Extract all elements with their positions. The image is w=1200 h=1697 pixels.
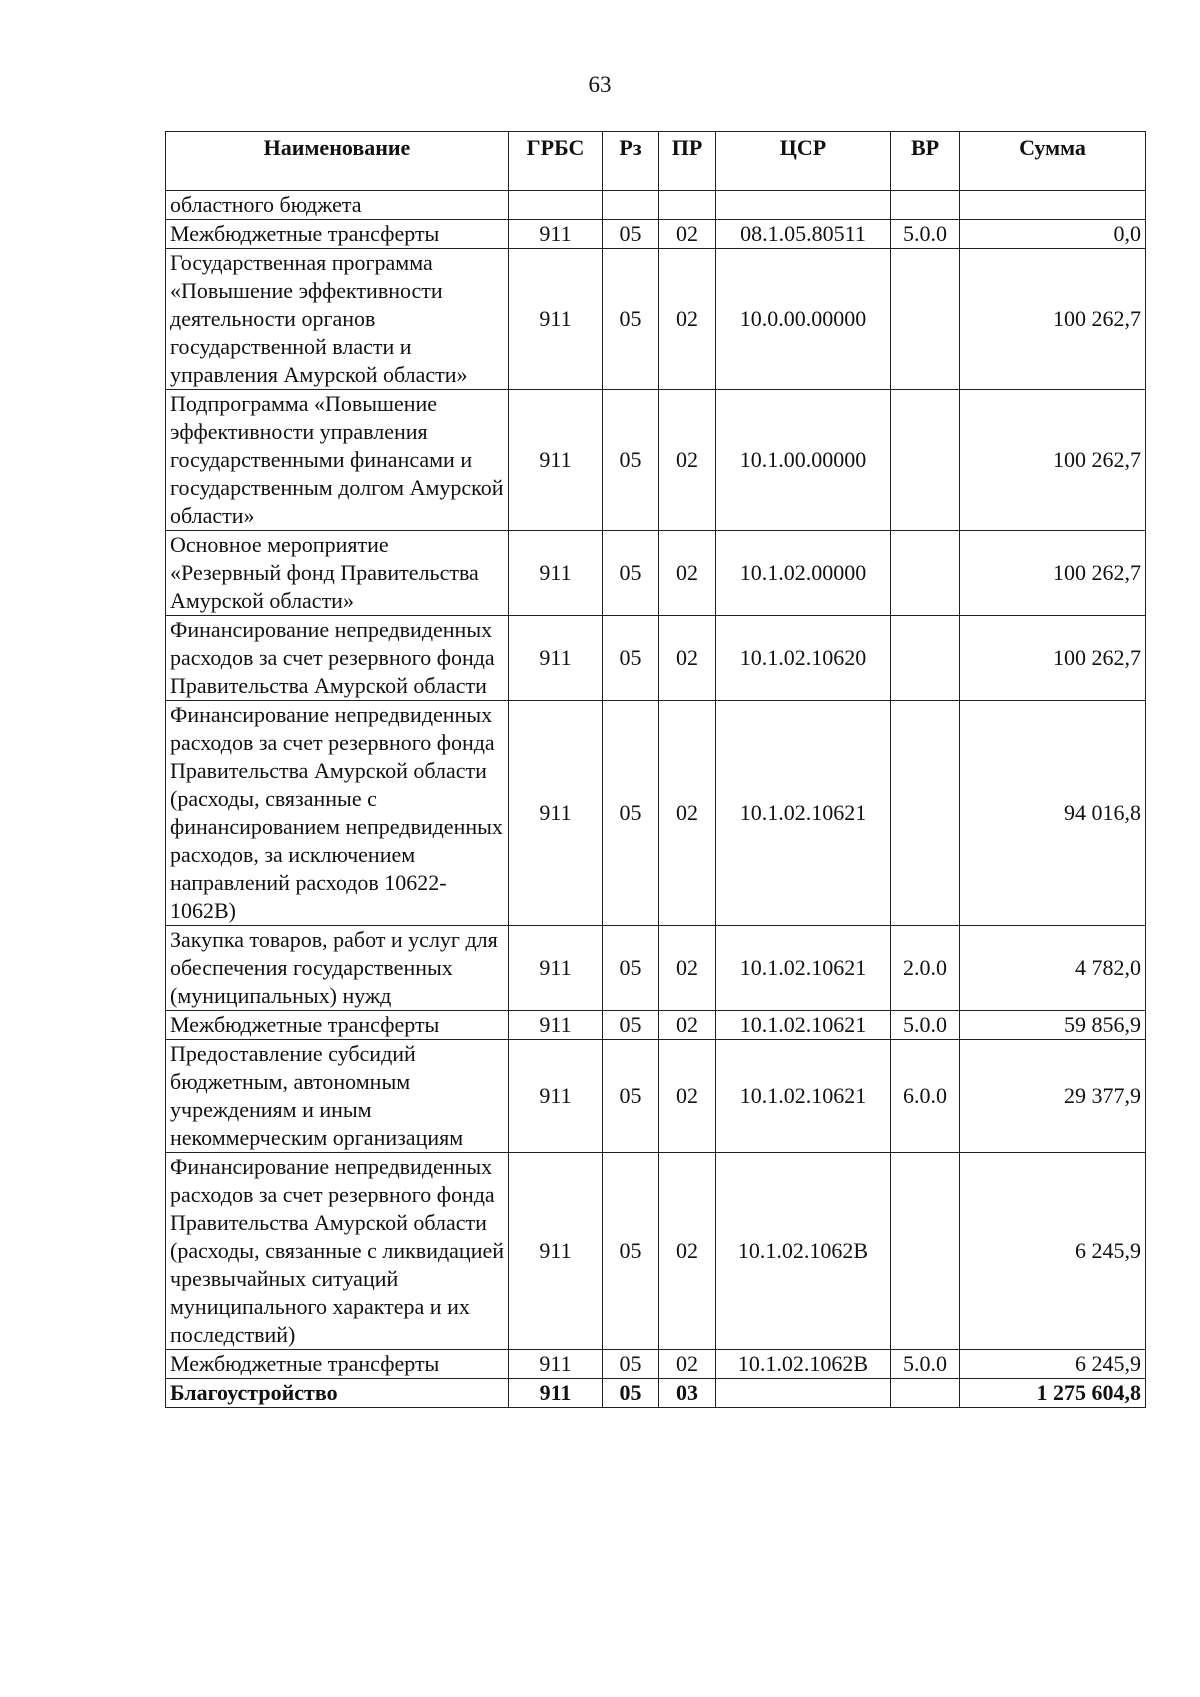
cell-name: Закупка товаров, работ и услуг для обеспечения государственных (муниципальных) нужд — [166, 926, 509, 1011]
table-row — [166, 531, 1146, 616]
table-header-row — [166, 132, 1146, 191]
cell-rz: 05 — [603, 531, 659, 616]
cell-pr: 02 — [659, 926, 716, 1011]
cell-pr: 02 — [659, 531, 716, 616]
cell-name: Межбюджетные трансферты — [166, 1011, 509, 1040]
cell-sum: 100 262,7 — [960, 390, 1146, 531]
cell-csr: 10.1.02.10621 — [716, 926, 891, 1011]
cell-csr: 08.1.05.80511 — [716, 220, 891, 249]
cell-rz — [603, 191, 659, 220]
cell-sum: 6 245,9 — [960, 1350, 1146, 1379]
table-row — [166, 1153, 1146, 1350]
table-row — [166, 1350, 1146, 1379]
header-grbs: ГРБС — [509, 132, 603, 191]
cell-grbs: 911 — [509, 249, 603, 390]
cell-rz: 05 — [603, 249, 659, 390]
cell-csr: 10.1.02.00000 — [716, 531, 891, 616]
cell-name: Благоустройство — [166, 1379, 509, 1408]
cell-csr: 10.1.02.10620 — [716, 616, 891, 701]
cell-pr: 02 — [659, 616, 716, 701]
cell-pr — [659, 191, 716, 220]
cell-sum: 100 262,7 — [960, 531, 1146, 616]
cell-rz: 05 — [603, 1379, 659, 1408]
cell-name: Финансирование непредвиденных расходов за счет резервного фонда Правительства Амурской области (расходы, связанные с финансированием непредвиденных расходов, за исключением направлений расходов 10622-1062В) — [166, 701, 509, 926]
cell-name: Подпрограмма «Повышение эффективности управления государственными финансами и государственным долгом Амурской области» — [166, 390, 509, 531]
cell-grbs: 911 — [509, 531, 603, 616]
cell-sum: 59 856,9 — [960, 1011, 1146, 1040]
table-row — [166, 1011, 1146, 1040]
cell-grbs: 911 — [509, 1153, 603, 1350]
cell-sum: 29 377,9 — [960, 1040, 1146, 1153]
cell-grbs: 911 — [509, 390, 603, 531]
table-row — [166, 701, 1146, 926]
cell-name: Основное мероприятие «Резервный фонд Правительства Амурской области» — [166, 531, 509, 616]
cell-csr: 10.1.02.10621 — [716, 701, 891, 926]
cell-grbs: 911 — [509, 1379, 603, 1408]
cell-pr: 02 — [659, 220, 716, 249]
table-body — [166, 191, 1146, 1408]
cell-csr: 10.0.00.00000 — [716, 249, 891, 390]
cell-grbs: 911 — [509, 701, 603, 926]
cell-rz: 05 — [603, 1040, 659, 1153]
cell-csr: 10.1.02.10621 — [716, 1040, 891, 1153]
header-sum: Сумма — [960, 132, 1146, 191]
table-row — [166, 616, 1146, 701]
cell-vr: 5.0.0 — [891, 1350, 960, 1379]
cell-sum: 100 262,7 — [960, 616, 1146, 701]
cell-rz: 05 — [603, 701, 659, 926]
cell-vr — [891, 1153, 960, 1350]
cell-rz: 05 — [603, 1011, 659, 1040]
cell-pr: 02 — [659, 1040, 716, 1153]
cell-grbs: 911 — [509, 926, 603, 1011]
cell-csr — [716, 191, 891, 220]
cell-grbs: 911 — [509, 1040, 603, 1153]
cell-pr: 02 — [659, 701, 716, 926]
cell-name: Финансирование непредвиденных расходов за счет резервного фонда Правительства Амурской области (расходы, связанные с ликвидацией чрезвычайных ситуаций муниципального характера и их последствий) — [166, 1153, 509, 1350]
cell-vr: 2.0.0 — [891, 926, 960, 1011]
cell-name: Государственная программа «Повышение эффективности деятельности органов государственной власти и управления Амурской области» — [166, 249, 509, 390]
cell-sum: 0,0 — [960, 220, 1146, 249]
cell-grbs: 911 — [509, 1011, 603, 1040]
cell-name: Межбюджетные трансферты — [166, 1350, 509, 1379]
cell-rz: 05 — [603, 616, 659, 701]
cell-pr: 02 — [659, 1011, 716, 1040]
budget-table — [165, 131, 1146, 1408]
cell-sum: 94 016,8 — [960, 701, 1146, 926]
cell-vr: 5.0.0 — [891, 1011, 960, 1040]
cell-sum: 1 275 604,8 — [960, 1379, 1146, 1408]
cell-name: Финансирование непредвиденных расходов за счет резервного фонда Правительства Амурской области — [166, 616, 509, 701]
cell-vr — [891, 531, 960, 616]
table-row — [166, 249, 1146, 390]
cell-rz: 05 — [603, 390, 659, 531]
cell-vr — [891, 249, 960, 390]
cell-name: Предоставление субсидий бюджетным, автономным учреждениям и иным некоммерческим организациям — [166, 1040, 509, 1153]
cell-vr — [891, 191, 960, 220]
cell-vr — [891, 1379, 960, 1408]
cell-csr: 10.1.02.1062В — [716, 1153, 891, 1350]
cell-sum: 6 245,9 — [960, 1153, 1146, 1350]
header-rz: Рз — [603, 132, 659, 191]
cell-grbs — [509, 191, 603, 220]
cell-sum — [960, 191, 1146, 220]
cell-vr — [891, 701, 960, 926]
cell-pr: 02 — [659, 390, 716, 531]
cell-vr — [891, 616, 960, 701]
cell-grbs: 911 — [509, 616, 603, 701]
cell-csr — [716, 1379, 891, 1408]
cell-pr: 02 — [659, 1153, 716, 1350]
cell-pr: 02 — [659, 249, 716, 390]
cell-pr: 03 — [659, 1379, 716, 1408]
table-row — [166, 390, 1146, 531]
cell-rz: 05 — [603, 926, 659, 1011]
cell-sum: 4 782,0 — [960, 926, 1146, 1011]
cell-name: Межбюджетные трансферты — [166, 220, 509, 249]
cell-csr: 10.1.02.10621 — [716, 1011, 891, 1040]
cell-rz: 05 — [603, 220, 659, 249]
cell-vr — [891, 390, 960, 531]
cell-grbs: 911 — [509, 220, 603, 249]
cell-name: областного бюджета — [166, 191, 509, 220]
cell-vr: 5.0.0 — [891, 220, 960, 249]
table-row — [166, 926, 1146, 1011]
page-number: 63 — [588, 72, 612, 97]
cell-pr: 02 — [659, 1350, 716, 1379]
cell-csr: 10.1.00.00000 — [716, 390, 891, 531]
header-csr: ЦСР — [716, 132, 891, 191]
header-name: Наименование — [166, 132, 509, 191]
cell-vr: 6.0.0 — [891, 1040, 960, 1153]
table-row — [166, 1379, 1146, 1408]
table-row — [166, 191, 1146, 220]
header-pr: ПР — [659, 132, 716, 191]
table-row — [166, 220, 1146, 249]
cell-sum: 100 262,7 — [960, 249, 1146, 390]
cell-grbs: 911 — [509, 1350, 603, 1379]
cell-csr: 10.1.02.1062В — [716, 1350, 891, 1379]
cell-rz: 05 — [603, 1153, 659, 1350]
table-row — [166, 1040, 1146, 1153]
cell-rz: 05 — [603, 1350, 659, 1379]
header-vr: ВР — [891, 132, 960, 191]
